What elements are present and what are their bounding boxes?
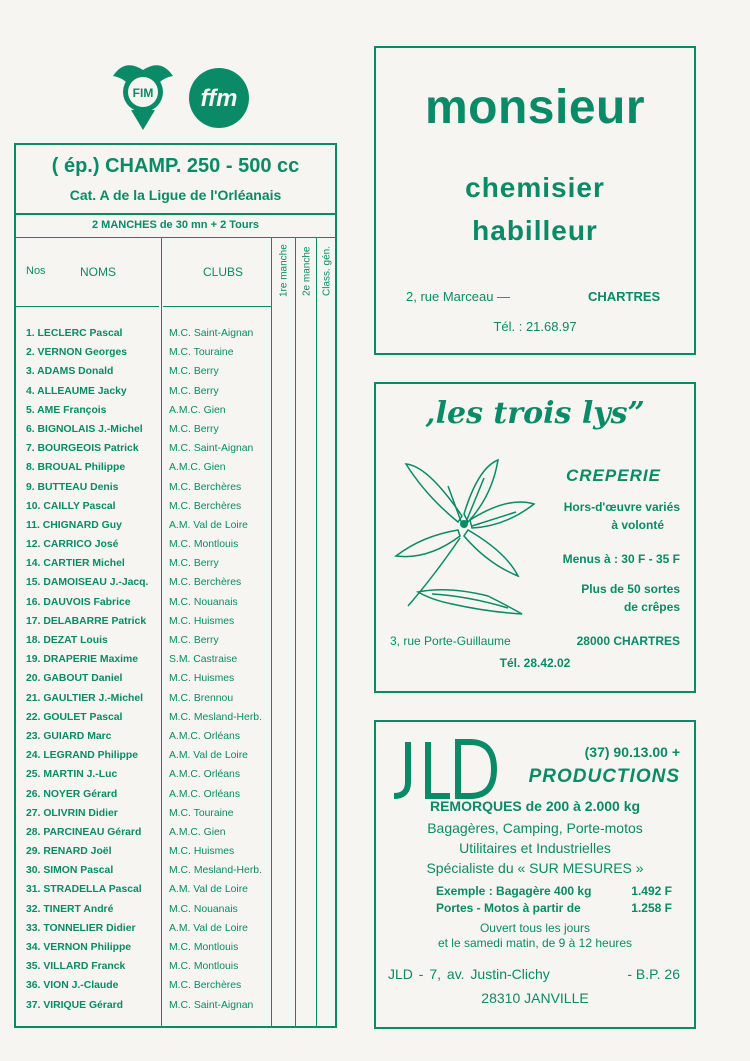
header-noms: NOMS <box>80 265 116 279</box>
rider-name: 8. BROUAL Philippe <box>26 462 126 474</box>
rider-club: A.M. Val de Loire <box>169 750 248 762</box>
table-subtitle: Cat. A de la Ligue de l'Orléanais <box>69 187 282 203</box>
table-row <box>16 692 271 711</box>
rider-club: M.C. Saint-Aignan <box>169 999 254 1011</box>
menus-prices: Menus à : 30 F - 35 F <box>562 552 680 566</box>
rider-club: M.C. Montlouis <box>169 539 239 551</box>
city: 28310 JANVILLE <box>481 990 589 1006</box>
divider <box>16 306 159 307</box>
fim-logo-text: FIM <box>132 86 154 100</box>
tagline-habilleur: habilleur <box>472 215 598 246</box>
brand-les-trois-lys: ‚les trois lys” <box>425 396 645 431</box>
rider-name: 21. GAULTIER J.-Michel <box>26 692 144 704</box>
example-2-label: Portes - Motos à partir de <box>436 901 581 915</box>
remorques-headline: REMORQUES de 200 à 2.000 kg <box>429 798 641 814</box>
table-title: ( ép.) CHAMP. 250 - 500 cc <box>51 155 300 177</box>
rider-club: S.M. Castraise <box>169 654 238 666</box>
rider-name: 30. SIMON Pascal <box>26 865 114 877</box>
brand-monsieur: monsieur <box>424 81 646 134</box>
column-divider <box>316 237 317 1026</box>
rider-name: 31. STRADELLA Pascal <box>26 884 142 896</box>
table-row <box>16 461 271 480</box>
entry-list-table <box>14 143 337 1028</box>
table-row <box>16 845 271 864</box>
rider-club: A.M.C. Orléans <box>169 769 241 781</box>
address: JLD - 7, av. Justin-Clichy <box>388 966 550 982</box>
rider-club: M.C. Touraine <box>169 347 234 359</box>
rider-name: 23. GUIARD Marc <box>26 730 112 742</box>
table-row <box>16 481 271 500</box>
a-volonte: à volonté <box>611 518 664 532</box>
ad-les-trois-lys <box>374 382 696 693</box>
rider-name: 3. ADAMS Donald <box>26 366 114 378</box>
rider-club: M.C. Nouanais <box>169 903 238 915</box>
table-row <box>16 979 271 998</box>
specialist-line: Spécialiste du « SUR MESURES » <box>426 860 644 876</box>
rider-club: A.M. Val de Loire <box>169 922 248 934</box>
column-divider <box>271 237 272 1026</box>
rider-name: 17. DELABARRE Patrick <box>26 615 147 627</box>
postal-box: - B.P. 26 <box>627 966 680 982</box>
opening-hours-1: Ouvert tous les jours <box>479 921 591 935</box>
rider-name: 22. GOULET Pascal <box>26 711 123 723</box>
rider-club: M.C. Berry <box>169 366 219 378</box>
rider-name: 27. OLIVRIN Didier <box>26 807 118 819</box>
example-2-price: 1.258 F <box>631 901 672 915</box>
rider-name: 5. AME François <box>26 404 107 416</box>
city: CHARTRES <box>588 289 661 304</box>
example-1-price: 1.492 F <box>631 884 672 898</box>
table-row <box>16 576 271 595</box>
rider-club: M.C. Huismes <box>169 615 235 627</box>
rider-name: 28. PARCINEAU Gérard <box>26 826 142 838</box>
rider-name: 37. VIRIQUE Gérard <box>26 999 124 1011</box>
rider-club: M.C. Saint-Aignan <box>169 443 254 455</box>
table-row <box>16 730 271 749</box>
hors-doeuvre: Hors-d'œuvre variés <box>563 500 680 514</box>
rider-name: 35. VILLARD Franck <box>26 961 126 973</box>
table-row <box>16 365 271 384</box>
rider-club: M.C. Nouanais <box>169 596 238 608</box>
telephone: (37) 90.13.00 + <box>584 744 680 760</box>
rider-club: M.C. Berry <box>169 635 219 646</box>
ad-monsieur <box>374 46 696 355</box>
rider-club: M.C. Berchères <box>169 481 242 493</box>
telephone: Tél. 28.42.02 <box>499 656 571 670</box>
table-row <box>16 327 271 346</box>
table-row <box>16 864 271 883</box>
rider-club: M.C. Touraine <box>169 807 234 819</box>
table-row <box>16 653 271 672</box>
crepes-count: Plus de 50 sortes <box>581 582 680 596</box>
rider-club: M.C. Berchères <box>169 980 242 992</box>
rider-name: 4. ALLEAUME Jacky <box>26 385 127 397</box>
table-row <box>16 385 271 404</box>
table-row <box>16 519 271 538</box>
race-format: 2 MANCHES de 30 mn + 2 Tours <box>92 219 259 231</box>
column-divider <box>295 237 296 1026</box>
rider-name: 14. CARTIER Michel <box>26 558 125 570</box>
rider-club: M.C. Berry <box>169 423 219 435</box>
rider-name: 16. DAUVOIS Fabrice <box>26 596 131 608</box>
address: 2, rue Marceau — <box>406 289 511 304</box>
rider-name: 10. CAILLY Pascal <box>26 500 116 512</box>
table-row <box>16 442 271 461</box>
rider-club: M.C. Berry <box>169 558 219 570</box>
rider-club: M.C. Berry <box>169 385 219 397</box>
divider <box>16 237 335 238</box>
table-row <box>16 768 271 787</box>
productions-label: PRODUCTIONS <box>528 766 680 787</box>
header-classement: Class. gén. <box>321 245 333 297</box>
table-row <box>16 807 271 826</box>
rider-club: M.C. Mesland-Herb. <box>169 711 262 723</box>
rider-club: A.M.C. Orléans <box>169 730 241 742</box>
rider-name: 2. VERNON Georges <box>26 347 128 359</box>
rider-name: 7. BOURGEOIS Patrick <box>26 443 139 455</box>
city: 28000 CHARTRES <box>576 634 680 648</box>
federation-logos <box>105 48 255 134</box>
table-rows <box>16 327 271 1018</box>
table-row <box>16 826 271 845</box>
lily-flower-icon <box>388 456 536 616</box>
header-clubs: CLUBS <box>203 265 244 279</box>
rider-name: 18. DEZAT Louis <box>26 635 108 646</box>
table-row <box>16 346 271 365</box>
table-row <box>16 749 271 768</box>
ffm-logo <box>189 68 249 128</box>
table-row <box>16 557 271 576</box>
rider-club: M.C. Montlouis <box>169 942 239 953</box>
table-row <box>16 883 271 902</box>
tagline-chemisier: chemisier <box>465 172 605 203</box>
rider-name: 34. VERNON Philippe <box>26 942 132 953</box>
table-row <box>16 960 271 979</box>
header-manche-2: 2e manche <box>301 246 313 296</box>
rider-name: 24. LEGRAND Philippe <box>26 750 139 762</box>
rider-club: M.C. Berchères <box>169 577 242 589</box>
rider-name: 11. CHIGNARD Guy <box>26 519 122 531</box>
rider-name: 15. DAMOISEAU J.-Jacq. <box>26 577 149 589</box>
rider-name: 29. RENARD Joël <box>26 846 112 858</box>
product-list: Bagagères, Camping, Porte-motos <box>427 820 643 836</box>
rider-club: A.M. Val de Loire <box>169 884 248 896</box>
rider-name: 19. DRAPERIE Maxime <box>26 654 139 666</box>
telephone: Tél. : 21.68.97 <box>493 319 577 334</box>
table-row <box>16 596 271 615</box>
rider-name: 25. MARTIN J.-Luc <box>26 769 118 781</box>
rider-club: A.M.C. Gien <box>169 404 226 416</box>
rider-club: M.C. Mesland-Herb. <box>169 865 262 877</box>
rider-club: M.C. Berchères <box>169 500 242 512</box>
rider-name: 32. TINERT André <box>26 903 114 915</box>
rider-name: 36. VION J.-Claude <box>26 980 119 992</box>
rider-club: M.C. Huismes <box>169 673 235 685</box>
rider-club: M.C. Montlouis <box>169 961 239 973</box>
table-row <box>16 941 271 960</box>
rider-club: M.C. Saint-Aignan <box>169 328 254 339</box>
header-manche-1: 1re manche <box>278 244 290 298</box>
fim-logo <box>113 65 173 130</box>
rider-club: A.M.C. Gien <box>169 462 226 474</box>
rider-name: 9. BUTTEAU Denis <box>26 481 119 493</box>
ad-jld-productions <box>374 720 696 1029</box>
rider-club: A.M.C. Orléans <box>169 788 241 800</box>
crepes-label: de crêpes <box>623 600 680 614</box>
table-row <box>16 711 271 730</box>
header-nos: Nos <box>26 265 46 277</box>
table-row <box>16 903 271 922</box>
rider-club: M.C. Brennou <box>169 692 234 704</box>
opening-hours-2: et le samedi matin, de 9 à 12 heures <box>437 936 633 950</box>
table-row <box>16 922 271 941</box>
table-row <box>16 634 271 653</box>
rider-name: 26. NOYER Gérard <box>26 788 118 800</box>
table-row <box>16 423 271 442</box>
address: 3, rue Porte-Guillaume <box>390 634 511 648</box>
divider <box>16 213 335 215</box>
rider-name: 12. CARRICO José <box>26 539 119 551</box>
rider-name: 33. TONNELIER Didier <box>26 922 136 934</box>
table-row <box>16 500 271 519</box>
table-row <box>16 404 271 423</box>
rider-club: A.M.C. Gien <box>169 826 226 838</box>
rider-club: A.M. Val de Loire <box>169 519 248 531</box>
table-row <box>16 672 271 691</box>
ffm-logo-text: ffm <box>200 85 238 112</box>
product-types: Utilitaires et Industrielles <box>459 840 611 856</box>
table-row <box>16 538 271 557</box>
rider-club: M.C. Huismes <box>169 846 235 858</box>
table-row <box>16 999 271 1018</box>
rider-name: 1. LECLERC Pascal <box>26 328 123 339</box>
rider-name: 6. BIGNOLAIS J.-Michel <box>26 423 143 435</box>
example-1-label: Exemple : Bagagère 400 kg <box>436 884 592 898</box>
table-row <box>16 788 271 807</box>
table-row <box>16 615 271 634</box>
creperie-label: CREPERIE <box>566 466 661 485</box>
divider <box>163 306 271 307</box>
rider-name: 20. GABOUT Daniel <box>26 673 123 685</box>
jld-logo-icon <box>388 738 498 802</box>
